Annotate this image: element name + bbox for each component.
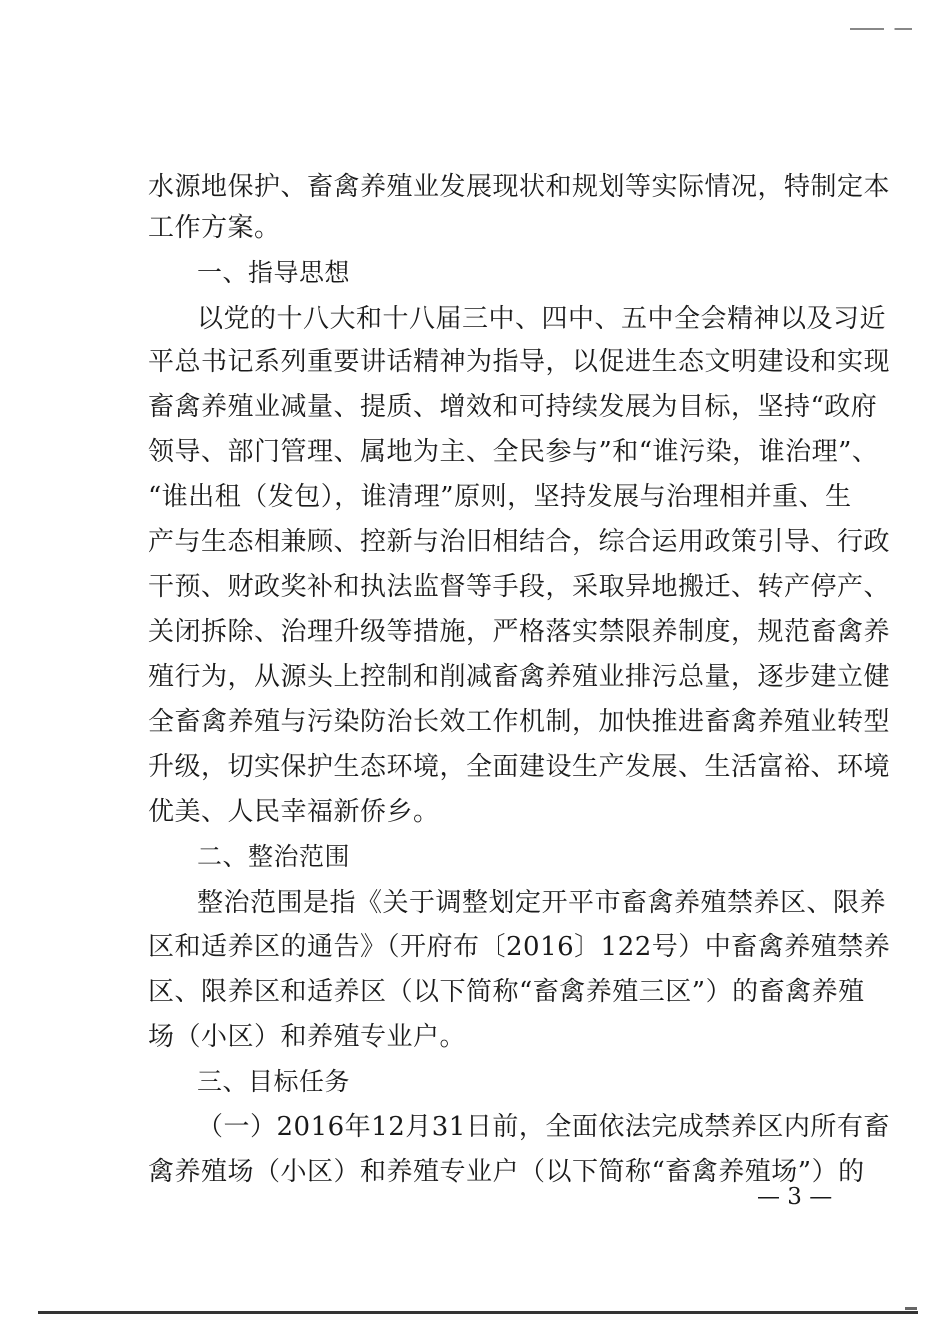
body-line-11: 关闭拆除、治理升级等措施，严格落实禁限养制度，规范畜禽养 — [148, 617, 891, 647]
body-line-2: 工作方案。 — [148, 213, 281, 243]
body-line-1: 水源地保护、畜禽养殖业发展现状和规划等实际情况，特制定本 — [148, 172, 891, 202]
body-line-19: 区、限养区和适养区（以下简称“畜禽养殖三区”）的畜禽养殖 — [148, 977, 865, 1007]
body-line-13: 全畜禽养殖与污染防治长效工作机制，加快推进畜禽养殖业转型 — [148, 707, 891, 737]
page-bottom-rule-mark — [905, 1307, 917, 1310]
body-line-17: 整治范围是指《关于调整划定开平市畜禽养殖禁养区、限养 — [197, 888, 887, 918]
page-number: — 3 — — [757, 1184, 833, 1210]
body-line-10: 干预、财政奖补和执法监督等手段，采取异地搬迁、转产停产、 — [148, 572, 891, 602]
body-line-9: 产与生态相兼顾、控新与治旧相结合，综合运用政策引导、行政 — [148, 527, 891, 557]
scan-mark-top — [850, 28, 912, 30]
body-line-23: 禽养殖场（小区）和养殖专业户（以下简称“畜禽养殖场”）的 — [148, 1157, 865, 1187]
section-heading-3: 三、目标任务 — [197, 1067, 351, 1096]
body-line-20: 场（小区）和养殖专业户。 — [148, 1022, 467, 1052]
body-line-5: 平总书记系列重要讲话精神为指导，以促进生态文明建设和实现 — [148, 347, 891, 377]
body-line-7: 领导、部门管理、属地为主、全民参与”和“谁污染，谁治理”、 — [148, 437, 879, 467]
body-line-12: 殖行为，从源头上控制和削减畜禽养殖业排污总量，逐步建立健 — [148, 662, 891, 692]
body-line-4: 以党的十八大和十八届三中、四中、五中全会精神以及习近 — [197, 304, 887, 334]
body-line-6: 畜禽养殖业减量、提质、增效和可持续发展为目标，坚持“政府 — [148, 392, 878, 422]
body-line-18: 区和适养区的通告》（开府布〔2016〕122号）中畜禽养殖禁养 — [148, 932, 891, 962]
body-line-14: 升级，切实保护生态环境，全面建设生产发展、生活富裕、环境 — [148, 752, 891, 782]
body-line-8: “谁出租（发包），谁清理”原则，坚持发展与治理相并重、生 — [148, 482, 852, 512]
body-line-22: （一）2016年12月31日前，全面依法完成禁养区内所有畜 — [197, 1112, 890, 1142]
page-bottom-rule — [38, 1311, 918, 1314]
body-line-15: 优美、人民幸福新侨乡。 — [148, 797, 440, 827]
section-heading-2: 二、整治范围 — [197, 842, 351, 871]
section-heading-1: 一、指导思想 — [197, 258, 351, 287]
